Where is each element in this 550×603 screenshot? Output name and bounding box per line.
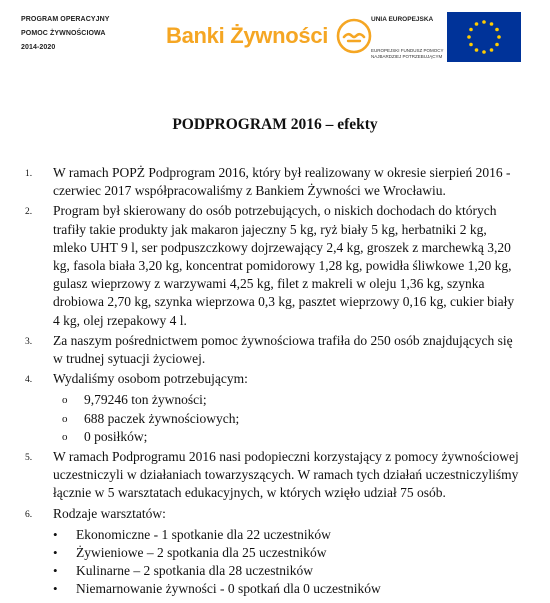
workshop-item (53, 562, 530, 580)
item-text (53, 505, 530, 524)
text-line: mleko UHT 9 l, ser podpuszczkowy dojrzewający 2,4 kg, groszek z marchewką 3,20 (53, 239, 511, 255)
item-text (53, 332, 530, 368)
sub-item-text: 9,79246 ton żywności; (84, 392, 207, 408)
bullet-icon: • (53, 581, 58, 597)
text-line: Program był skierowany do osób potrzebujących, o niskich dochodach do których (53, 203, 497, 219)
circle-bullet-icon: o (62, 430, 68, 443)
text-line: W ramach POPŻ Podprogram 2016, który był realizowany w okresie sierpień 2016 - (53, 165, 511, 180)
text-line: drobiowa 2,70 kg, szynka wieprzowa 0,3 kg, pasztet wieprzowy 0,16 kg, cukier biały (53, 294, 515, 310)
item-text (53, 164, 530, 200)
list-item (25, 164, 530, 200)
text-line: 4 kg, olej rzepakowy 4 l. (53, 312, 187, 328)
eu-flag-icon (447, 12, 521, 62)
sub-item (62, 410, 530, 428)
text-line: kg, fasola biała 3,20 kg, koncentrat pomidorowy 1,28 kg, powidła śliwkowe 1,20 kg, (53, 258, 512, 274)
text-line: gulasz wieprzowy z warzywami 4,25 kg, filet z makreli w oleju 1,36 kg, szynka (53, 276, 485, 292)
list-item (25, 332, 530, 368)
item-number: 3. (25, 336, 33, 347)
item-text (53, 202, 530, 329)
eu-title: UNIA EUROPEJSKA (371, 16, 434, 23)
list-item (25, 370, 530, 389)
circle-bullet-icon: o (62, 412, 68, 425)
item-number: 1. (25, 169, 33, 179)
workshop-text: Niemarnowanie żywności - 0 spotkań dla 0 uczestników (76, 581, 381, 597)
workshop-item (53, 580, 530, 598)
workshop-item (53, 526, 530, 544)
effects-list (25, 164, 530, 599)
sub-item (62, 428, 530, 446)
list-item (25, 448, 530, 503)
item-number: 2. (25, 207, 33, 218)
program-line: POMOC ŻYWNOŚCIOWA (21, 30, 106, 37)
text-line: Rodzaje warsztatów: (53, 505, 166, 521)
list-item (25, 202, 530, 329)
text-line: uczestniczyli w działaniach towarzyszących. W ramach tych działań uczestniczyliśmy (53, 467, 519, 483)
text-line: łącznie w 5 warsztatach edukacyjnych, w których wzięło udział 75 osób. (53, 485, 446, 501)
text-line: czerwiec 2017 współpracowaliśmy z Bankiem Żywności we Wrocławiu. (53, 183, 446, 199)
food-bank-logo-icon (336, 18, 372, 54)
item-number: 5. (25, 453, 33, 464)
eu-fund-line: EUROPEJSKI FUNDUSZ POMOCY (371, 48, 444, 53)
brand-name: Banki Żywności (166, 23, 329, 48)
text-line: trafiły takie produkty jak makaron jajeczny 5 kg, ryż biały 5 kg, herbatniki 2 kg, (53, 221, 487, 237)
workshop-item (53, 544, 530, 562)
item-number: 4. (25, 375, 33, 386)
item-text (53, 370, 530, 389)
list-item (25, 505, 530, 524)
program-label (21, 13, 110, 55)
banki-zywnosci-brand (166, 18, 372, 54)
workshop-text: Żywieniowe – 2 spotkania dla 25 uczestników (76, 545, 327, 561)
workshop-text: Kulinarne – 2 spotkania dla 28 uczestników (76, 563, 313, 579)
bullet-icon: • (53, 545, 58, 561)
eu-fund-line: NAJBARDZIEJ POTRZEBUJĄCYM (371, 54, 443, 59)
bullet-icon: • (53, 526, 58, 542)
program-line: PROGRAM OPERACYJNY (21, 16, 110, 23)
text-line: Za naszym pośrednictwem pomoc żywnościowa trafiła do 250 osób znajdujących się (53, 332, 513, 348)
circle-bullet-icon: o (62, 394, 68, 407)
sub-item-text: 0 posiłków; (84, 428, 148, 444)
eu-fund-name (371, 48, 451, 60)
document-header (0, 0, 550, 78)
item-number: 6. (25, 509, 33, 520)
program-line: 2014-2020 (21, 44, 56, 51)
bullet-icon: • (53, 563, 58, 579)
sub-item-text: 688 paczek żywnościowych; (84, 410, 240, 426)
text-line: W ramach Podprogramu 2016 nasi podopieczni korzystający z pomocy żywnościowej (53, 449, 519, 465)
sub-item (62, 391, 530, 409)
text-line: Wydaliśmy osobom potrzebującym: (53, 371, 248, 387)
workshop-text: Ekonomiczne - 1 spotkanie dla 22 uczestników (76, 526, 331, 542)
item-text (53, 448, 530, 503)
page-title: PODPROGRAM 2016 – efekty (172, 116, 378, 133)
text-line: w trudnej sytuacji życiowej. (53, 351, 206, 367)
